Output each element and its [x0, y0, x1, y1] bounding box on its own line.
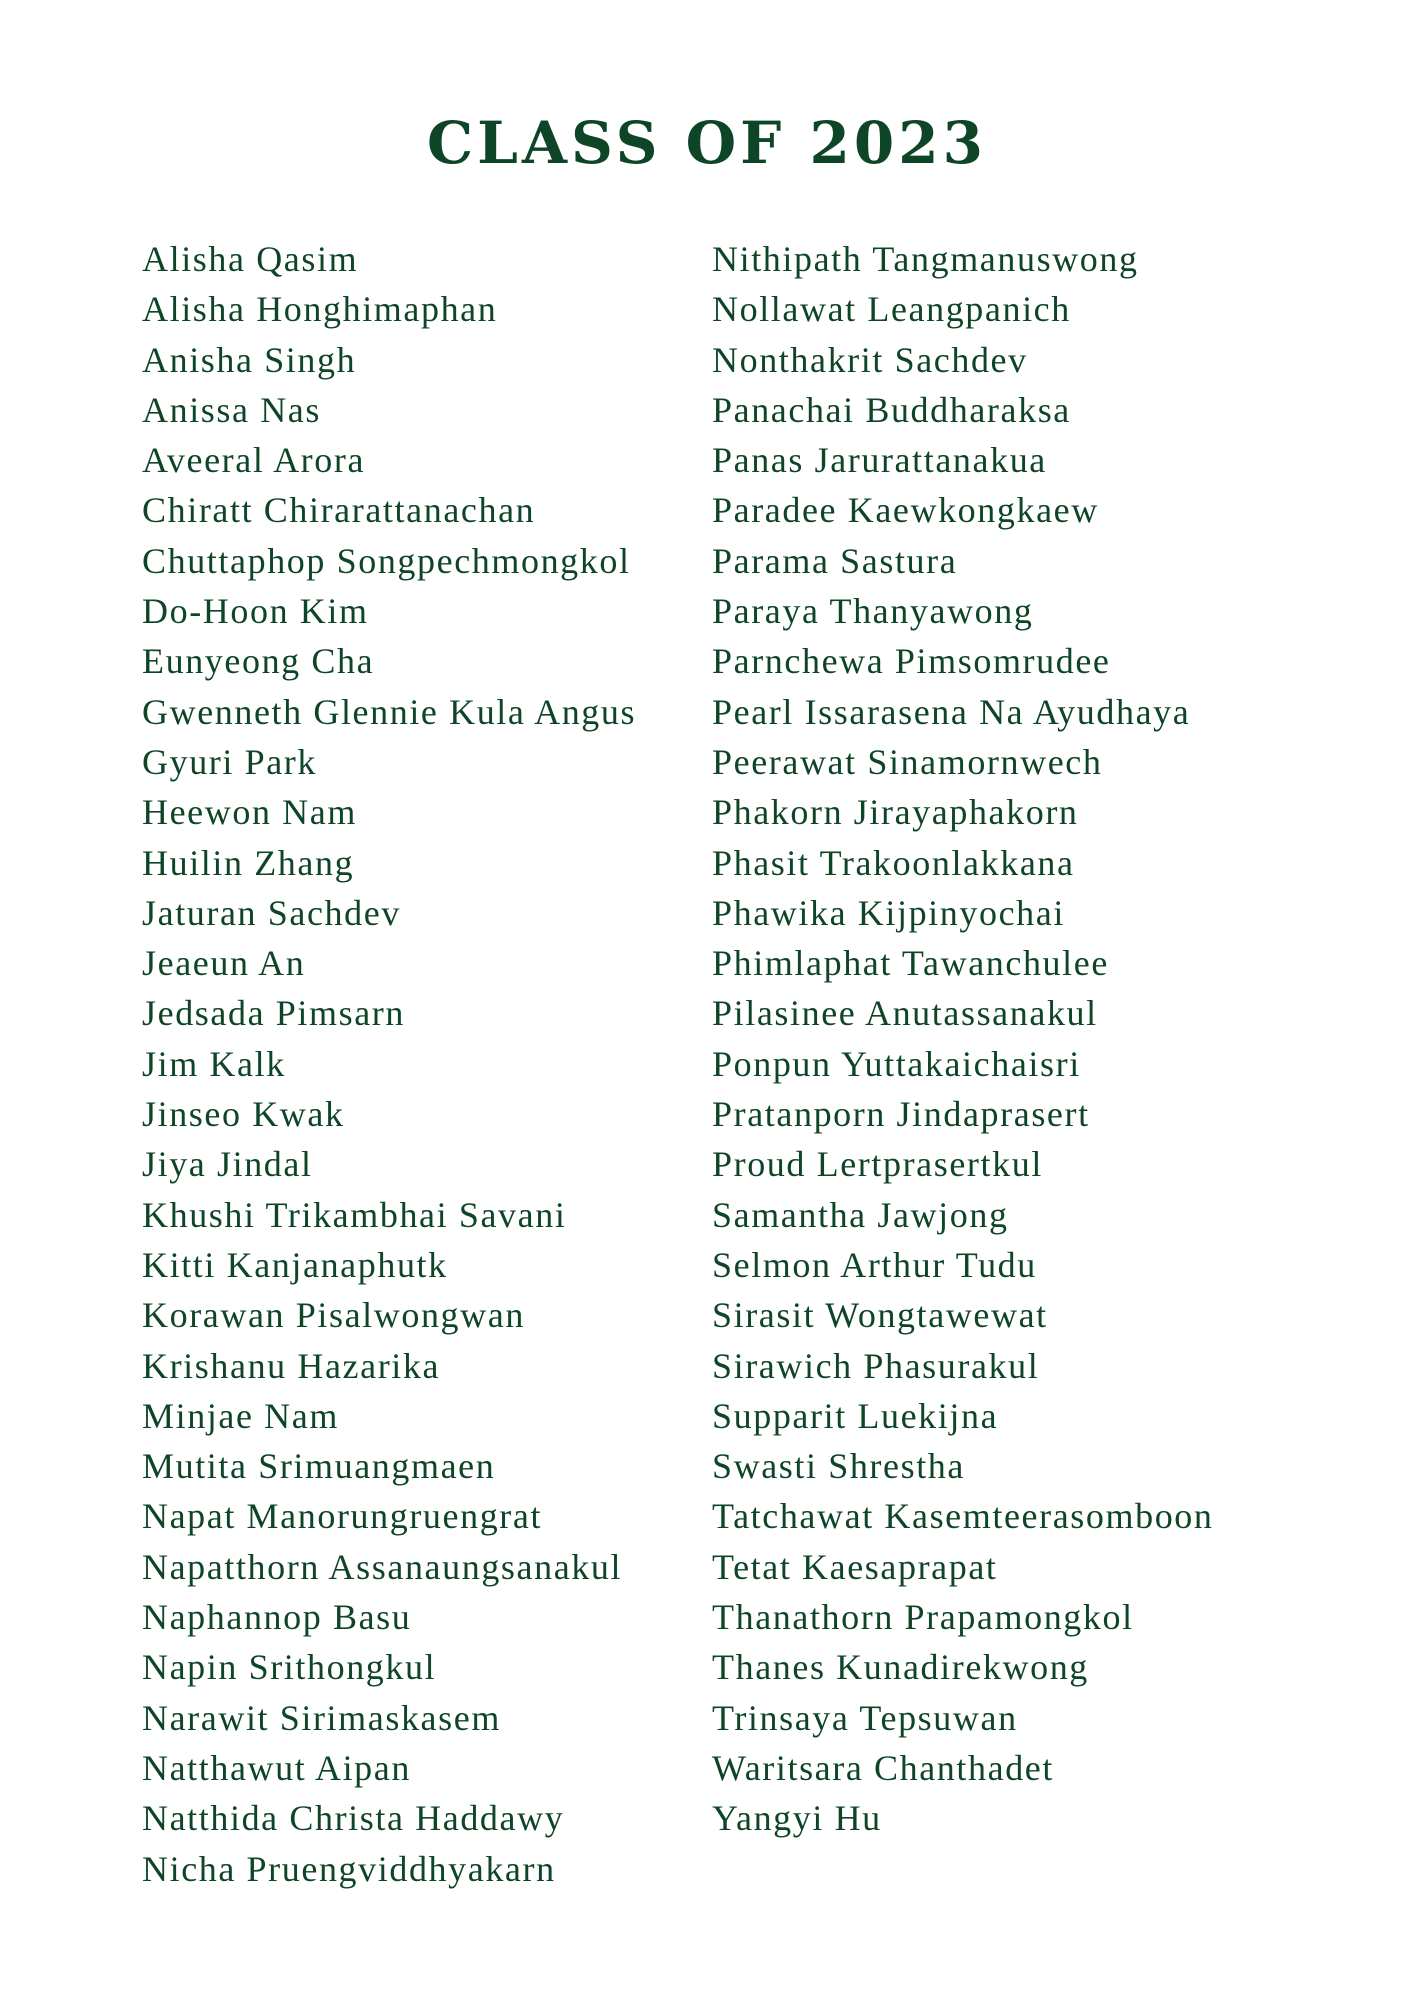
name-list-item: Peerawat Sinamornwech: [712, 741, 1103, 782]
name-list-item: Nonthakrit Sachdev: [712, 339, 1028, 380]
name-list-item: Natthida Christa Haddawy: [142, 1798, 565, 1839]
name-list-item: Selmon Arthur Tudu: [712, 1244, 1037, 1285]
name-list-item: Trinsaya Tepsuwan: [712, 1697, 1018, 1738]
name-list-item: Anisha Singh: [142, 339, 357, 380]
name-list-item: Kitti Kanjanaphutk: [142, 1244, 448, 1285]
name-list-item: Paradee Kaewkongkaew: [712, 490, 1099, 531]
name-list-item: Aveeral Arora: [142, 440, 366, 481]
name-list-item: Alisha Honghimaphan: [142, 289, 498, 330]
name-list-item: Korawan Pisalwongwan: [142, 1295, 525, 1336]
name-list-item: Phakorn Jirayaphakorn: [712, 792, 1079, 833]
name-list-item: Minjae Nam: [142, 1395, 339, 1436]
name-list-item: Tatchawat Kasemteerasomboon: [712, 1496, 1214, 1537]
name-list-item: Panachai Buddharaksa: [712, 389, 1071, 430]
name-list-item: Jiya Jindal: [142, 1144, 313, 1185]
name-list-item: Sirasit Wongtawewat: [712, 1295, 1048, 1336]
name-list-item: Pearl Issarasena Na Ayudhaya: [712, 691, 1191, 732]
name-list-item: Swasti Shrestha: [712, 1446, 965, 1487]
name-list-item: Jinseo Kwak: [142, 1094, 345, 1135]
name-list-item: Paraya Thanyawong: [712, 591, 1034, 632]
name-list-item: Eunyeong Cha: [142, 641, 375, 682]
name-list-item: Samantha Jawjong: [712, 1194, 1009, 1235]
name-list-item: Jedsada Pimsarn: [142, 993, 405, 1034]
name-list-item: Phimlaphat Tawanchulee: [712, 943, 1109, 984]
name-list-item: Krishanu Hazarika: [142, 1345, 441, 1386]
name-list-item: Gyuri Park: [142, 741, 317, 782]
name-list-item: Gwenneth Glennie Kula Angus: [142, 691, 637, 732]
name-list-item: Jaturan Sachdev: [142, 892, 401, 933]
page-title: CLASS OF 2023: [427, 109, 987, 177]
name-list-item: Heewon Nam: [142, 792, 357, 833]
name-list-item: Tetat Kaesaprapat: [712, 1546, 998, 1587]
name-list-item: Proud Lertprasertkul: [712, 1144, 1043, 1185]
name-list-item: Narawit Sirimaskasem: [142, 1697, 501, 1738]
names-column-left: [142, 234, 682, 1894]
name-list-item: Mutita Srimuangmaen: [142, 1446, 496, 1487]
name-list-item: Nicha Pruengviddhyakarn: [142, 1848, 556, 1889]
name-list-item: Parnchewa Pimsomrudee: [712, 641, 1111, 682]
name-list-item: Napatthorn Assanaungsanakul: [142, 1546, 623, 1587]
name-list-item: Pilasinee Anutassanakul: [712, 993, 1098, 1034]
name-list-item: Nithipath Tangmanuswong: [712, 239, 1139, 279]
name-list-item: Napin Srithongkul: [142, 1647, 437, 1688]
name-list-item: Napat Manorungruengrat: [142, 1496, 543, 1537]
name-list-item: Alisha Qasim: [142, 239, 359, 279]
name-list-item: Ponpun Yuttakaichaisri: [712, 1043, 1081, 1084]
name-list-item: Do-Hoon Kim: [142, 591, 369, 632]
name-list-item: Natthawut Aipan: [142, 1747, 411, 1788]
name-list-item: Supparit Luekijna: [712, 1395, 999, 1436]
name-list-item: Jim Kalk: [142, 1043, 286, 1084]
name-list-item: Phawika Kijpinyochai: [712, 892, 1065, 933]
name-list-item: Anissa Nas: [142, 389, 321, 430]
name-list-item: Pratanporn Jindaprasert: [712, 1094, 1090, 1135]
name-list-item: Huilin Zhang: [142, 842, 355, 883]
name-list-item: Thanathorn Prapamongkol: [712, 1597, 1134, 1638]
name-list-item: Jeaeun An: [142, 943, 306, 984]
name-list-item: Parama Sastura: [712, 540, 958, 581]
name-list-item: Chiratt Chirarattanachan: [142, 490, 536, 531]
name-list-item: Panas Jarurattanakua: [712, 440, 1047, 481]
names-column-right: [712, 234, 1372, 1844]
name-list-item: Chuttaphop Songpechmongkol: [142, 540, 631, 581]
name-list-item: Phasit Trakoonlakkana: [712, 842, 1075, 883]
name-list-item: Khushi Trikambhai Savani: [142, 1194, 567, 1235]
name-list-item: Sirawich Phasurakul: [712, 1345, 1040, 1386]
name-list-item: Naphannop Basu: [142, 1597, 412, 1638]
name-list-item: Thanes Kunadirekwong: [712, 1647, 1089, 1688]
name-list-item: Nollawat Leangpanich: [712, 289, 1071, 330]
name-list-item: Waritsara Chanthadet: [712, 1747, 1054, 1788]
name-list-item: Yangyi Hu: [712, 1798, 882, 1839]
